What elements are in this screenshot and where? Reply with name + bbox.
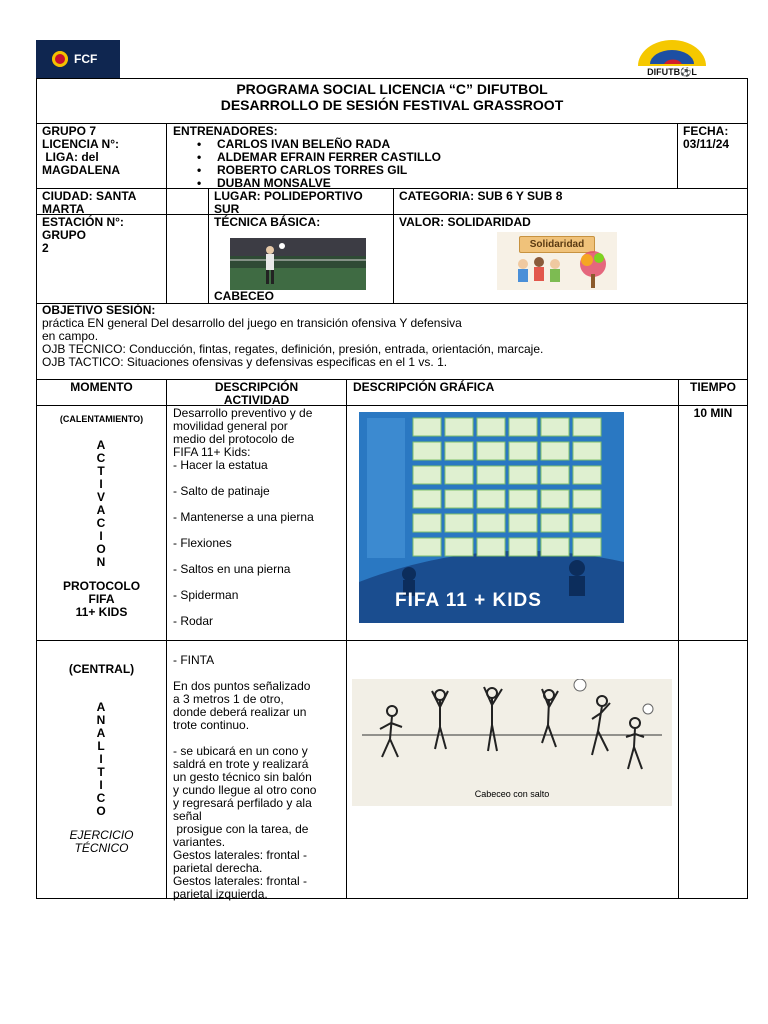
exercise-item: - Spiderman (173, 588, 239, 602)
protocol-line: FIFA (88, 592, 115, 606)
liga-label: LIGA: del (42, 150, 99, 164)
vertical-letter: A (96, 726, 106, 740)
header-momento: MOMENTO (70, 380, 133, 394)
desc-line: a 3 metros 1 de otro, (173, 692, 284, 706)
objetivo-line: en campo. (42, 329, 99, 343)
ciudad (42, 190, 164, 216)
vertical-letter: C (96, 451, 106, 465)
coach-item: • ALDEMAR EFRAIN FERRER CASTILLO (197, 151, 673, 164)
vertical-letter: A (96, 503, 106, 517)
desc-line: saldrá en trote y realizará (173, 757, 309, 771)
title-line-1: PROGRAMA SOCIAL LICENCIA “C” DIFUTBOL (236, 81, 548, 97)
header-descripcion (167, 381, 346, 407)
desc-line: parietal izquierda. (173, 887, 268, 901)
exercise-item: - Mantenerse a una pierna (173, 510, 314, 524)
fifa-11-kids-poster (359, 412, 624, 623)
desc-line: trote continuo. (173, 718, 250, 732)
desc-line: - FINTA (173, 653, 215, 667)
vertical-letter: A (96, 438, 106, 452)
group-info (42, 125, 164, 177)
exercise-type-line: EJERCICIO (69, 828, 134, 842)
desc-line: Desarrollo preventivo y de (173, 406, 313, 420)
exercise-item: - Salto de patinaje (173, 484, 270, 498)
desc-line: Gestos laterales: frontal - (173, 848, 308, 862)
fecha-label: FECHA: (683, 124, 729, 138)
vertical-letter: T (97, 765, 105, 779)
header-tiempo: TIEMPO (689, 380, 736, 394)
desc-line: donde deberá realizar un (173, 705, 307, 719)
lugar (214, 190, 392, 216)
vertical-letter: I (99, 778, 103, 792)
exercise-item: - Saltos en una pierna (173, 562, 291, 576)
fecha-value: 03/11/24 (683, 137, 730, 151)
vertical-letter: O (96, 542, 106, 556)
objetivo-line: OJB TACTICO: Situaciones ofensivas y defensivas especificas en el 1 vs. 1. (42, 355, 448, 369)
desc-line: FIFA 11+ Kids: (173, 445, 251, 459)
coach-item: • ROBERTO CARLOS TORRES GIL (197, 164, 673, 177)
vertical-letter: I (99, 477, 103, 491)
protocol-line: PROTOCOLO (62, 579, 141, 593)
desc-line: prosigue con la tarea, de (173, 822, 309, 836)
objetivo-section (42, 304, 742, 369)
fcf-logo (36, 40, 120, 78)
difutbol-logo (630, 38, 714, 78)
desc-line: variantes. (173, 835, 226, 849)
title-line-2: DESARROLLO DE SESIÓN FESTIVAL GRASSROOT (220, 97, 564, 113)
row1-tiempo: 10 MIN (693, 406, 733, 420)
lugar-value: SUR (214, 202, 240, 216)
row2-vertical-word (93, 701, 109, 818)
coaches-block (173, 125, 673, 190)
desc-line: - se ubicará en un cono y (173, 744, 308, 758)
tecnica-caption: CABECEO (214, 289, 275, 303)
row1-protocol (37, 580, 166, 619)
row1-description (173, 407, 345, 628)
vertical-letter: L (97, 739, 105, 753)
ciudad-value: MARTA (42, 202, 85, 216)
row2-phase: (CENTRAL) (68, 662, 135, 676)
estacion (42, 216, 164, 255)
header-descripcion-line2: ACTIVIDAD (223, 393, 290, 407)
exercise-item: - Flexiones (173, 536, 232, 550)
desc-line: y cundo llegue al otro cono (173, 783, 317, 797)
vertical-letter: C (96, 516, 106, 530)
vertical-letter: I (99, 529, 103, 543)
licencia-label: LICENCIA N°: (42, 137, 120, 151)
vertical-letter: C (96, 791, 106, 805)
figure-caption: Cabeceo con salto (474, 789, 550, 799)
desc-line: Gestos laterales: frontal - (173, 874, 308, 888)
vertical-letter: O (96, 804, 106, 818)
coach-item: • DUBAN MONSALVE (197, 177, 673, 190)
ciudad-label: CIUDAD: SANTA (42, 189, 137, 203)
vertical-letter: I (99, 752, 103, 766)
grupo-label: GRUPO 7 (42, 124, 97, 138)
objetivo-label: OBJETIVO SESIÓN: (42, 303, 156, 317)
entrenadores-label: ENTRENADORES: (173, 124, 278, 138)
exercise-type-line: TÉCNICO (74, 841, 129, 855)
difutbol-logo-text: DIFUTB⚽L (647, 67, 697, 77)
row1-vertical-word (93, 439, 109, 569)
coach-item: • CARLOS IVAN BELEÑO RADA (197, 138, 673, 151)
fcf-shield-icon (52, 51, 68, 67)
solidaridad-badge: Solidaridad (519, 236, 595, 253)
protocol-line: 11+ KIDS (75, 605, 128, 619)
coaches-list (173, 138, 673, 190)
desc-line: señal (173, 809, 202, 823)
header-grafica: DESCRIPCIÓN GRÁFICA (353, 380, 495, 394)
desc-line: y regresará perfilado y ala (173, 796, 312, 810)
cabeceo-con-salto-figure (352, 679, 672, 806)
fecha-block (683, 125, 745, 151)
objetivo-line: OJB TECNICO: Conducción, fintas, regates, definición, presión, entrada, orientación, marcaje. (42, 342, 544, 356)
vertical-letter: V (96, 490, 105, 504)
document-title (36, 81, 748, 113)
header-descripcion-line1: DESCRIPCIÓN (214, 380, 299, 394)
row2-exercise-type (37, 829, 166, 855)
desc-line: En dos puntos señalizado (173, 679, 311, 693)
objetivo-line: práctica EN general Del desarrollo del juego en transición ofensiva Y defensiva (42, 316, 462, 330)
desc-line: movilidad general por (173, 419, 288, 433)
vertical-letter: A (96, 700, 106, 714)
vertical-letter: T (97, 464, 105, 478)
exercise-item: - Rodar (173, 614, 214, 628)
estacion-label: ESTACIÓN N°: GRUPO (42, 215, 124, 242)
vertical-letter: N (96, 713, 106, 727)
desc-line: un gesto técnico sin balón (173, 770, 312, 784)
valor-label: VALOR: SOLIDARIDAD (399, 215, 531, 229)
vertical-letter: N (96, 555, 106, 569)
liga-value: MAGDALENA (42, 163, 120, 177)
exercise-item: - Hacer la estatua (173, 458, 268, 472)
fcf-logo-text: FCF (74, 52, 98, 66)
tecnica-label: TÉCNICA BÁSICA: (214, 215, 321, 229)
row1-phase: (CALENTAMIENTO) (59, 414, 144, 424)
solidaridad-image (497, 232, 617, 290)
categoria: CATEGORIA: SUB 6 Y SUB 8 (399, 189, 563, 203)
desc-line: medio del protocolo de (173, 432, 295, 446)
estacion-value: 2 (42, 241, 49, 255)
tecnica-photo (230, 238, 366, 290)
lugar-label: LUGAR: POLIDEPORTIVO (214, 189, 363, 203)
poster-title: FIFA 11 + KIDS (395, 590, 542, 611)
row2-description (173, 654, 345, 901)
desc-line: parietal derecha. (173, 861, 263, 875)
